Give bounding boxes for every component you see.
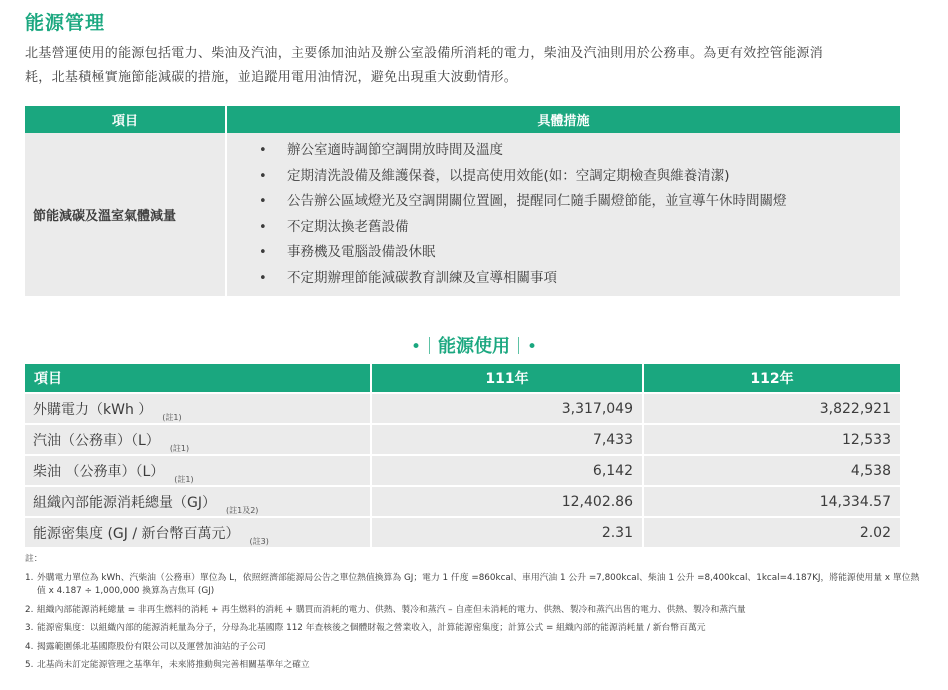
measure-list-cell <box>226 133 900 296</box>
bullet-icon: • <box>259 168 267 184</box>
header-year-112: 112年 <box>643 364 900 393</box>
bullet-icon: • <box>259 270 267 286</box>
list-item: • 事務機及電腦設備設休眠 <box>259 240 900 266</box>
note-ref: (註1) <box>162 412 182 422</box>
value-111: 7,433 <box>371 424 643 455</box>
footnotes-heading: 註： <box>25 554 43 564</box>
value-111: 12,402.86 <box>371 486 643 517</box>
row-label: 柴油 （公務車）（L） $_{(註1)}$ <box>25 455 371 486</box>
measure-category: 節能減碳及溫室氣體減量 <box>25 133 226 296</box>
row-label: 能源密集度 (GJ / 新台幣百萬元） $_{(註3)}$ <box>25 517 371 547</box>
section-title-energy-use <box>0 332 948 358</box>
header-item: 項目 <box>25 364 371 393</box>
row-label: 外購電力（kWh ） $_{(註1)}$ <box>25 393 371 424</box>
table-row <box>25 393 900 424</box>
energy-measures-table <box>25 106 900 296</box>
list-item: • 不定期辦理節能減碳教育訓練及宣導相關事項 <box>259 266 900 292</box>
footnotes <box>25 553 925 678</box>
list-item: • 定期清洗設備及維護保養，以提高使用效能(如：空調定期檢查與維養清潔) <box>259 164 900 190</box>
footnote-item: 1. 外購電力單位為 kWh、汽柴油（公務車）單位為 L，依照經濟部能源局公告之單位熱值換算為 GJ；電力 1 仟度 =860kcal、車用汽油 1 公升 =7,800kcal、柴油 1 公升 =8,400kcal、1kcal=4.187KJ，將能源使用量 x 單位熱值 x 4.187 ÷ 1,000,000 換算為吉焦耳 (GJ) <box>25 572 920 596</box>
list-item: • 公告辦公區域燈光及空調開關位置圖，提醒同仁隨手關燈節能，並宣導午休時間關燈 <box>259 189 900 215</box>
row-label: 組織內部能源消耗總量（GJ） $_{(註1及2)}$ <box>25 486 371 517</box>
value-112: 12,533 <box>643 424 900 455</box>
note-ref: (註1) <box>169 443 190 453</box>
energy-use-table <box>25 364 900 547</box>
bullet-icon: • <box>259 245 267 260</box>
value-112: 14,334.57 <box>643 486 900 517</box>
bullet-icon: • <box>259 143 267 158</box>
header-year-111: 111年 <box>371 364 643 393</box>
value-111: 2.31 <box>371 517 643 547</box>
value-112: 3,822,921 <box>643 393 900 424</box>
title-deco-left: •｜ <box>410 337 438 357</box>
note-ref: (註1) <box>174 474 194 484</box>
bullet-icon: • <box>259 194 267 209</box>
list-item: • 辦公室適時調節空調開放時間及溫度 <box>259 138 900 164</box>
table-row <box>25 455 900 486</box>
footnote-item: 3. 能源密集度：以組織內部的能源消耗量為分子，分母為北基國際 112 年查核後之個體財報之營業收入，計算能源密集度；計算公式 = 組織內部的能源消耗量 / 新台幣百萬元 <box>25 623 706 633</box>
value-111: 6,142 <box>371 455 643 486</box>
bullet-icon: • <box>259 219 267 235</box>
table-header-row <box>25 106 900 133</box>
row-label: 汽油（公務車）（L） $_{(註1)}$ <box>25 424 371 455</box>
section-title-text: 能源使用 <box>438 336 510 357</box>
intro-line: 北基營運使用的能源包括電力、柴油及汽油，主要係加油站及辦公室設備所消耗的電力，柴油及汽油則用於公務車。為更有效控管能源消 <box>25 46 824 61</box>
value-111: 3,317,049 <box>371 393 643 424</box>
intro-paragraph <box>25 42 905 90</box>
list-item: • 不定期汰換老舊設備 <box>259 215 900 241</box>
note-ref: (註1及2) <box>225 505 259 515</box>
table-row <box>25 517 900 547</box>
value-112: 4,538 <box>643 455 900 486</box>
header-measures: 具體措施 <box>226 106 900 133</box>
footnote-item: 5. 北基尚未訂定能源管理之基準年，未來將推動與完善相關基準年之確立 <box>25 660 310 670</box>
intro-line: 耗，北基積極實施節能減碳的措施，並追蹤用電用油情況，避免出現重大波動情形。 <box>25 70 518 85</box>
table-row <box>25 486 900 517</box>
table-header-row <box>25 364 900 393</box>
page-title: 能源管理 <box>25 12 106 34</box>
footnote-item: 4. 揭露範圍係北基國際股份有限公司以及運營加油站的子公司 <box>25 641 266 652</box>
title-deco-right: ｜• <box>510 337 538 357</box>
table-row <box>25 133 900 296</box>
value-112: 2.02 <box>643 517 900 547</box>
header-item: 項目 <box>25 106 226 133</box>
table-row <box>25 424 900 455</box>
measure-list <box>227 133 900 296</box>
footnote-item: 2. 組織內部能源消耗總量 = 非再生燃料的消耗 + 再生燃料的消耗 + 購買而消耗的電力、供熱、製冷和蒸汽 – 自產但未消耗的電力、供熱、製冷和蒸汽出售的電力、供熱、製冷和蒸汽量 <box>25 604 746 615</box>
note-ref: (註3) <box>249 536 269 546</box>
